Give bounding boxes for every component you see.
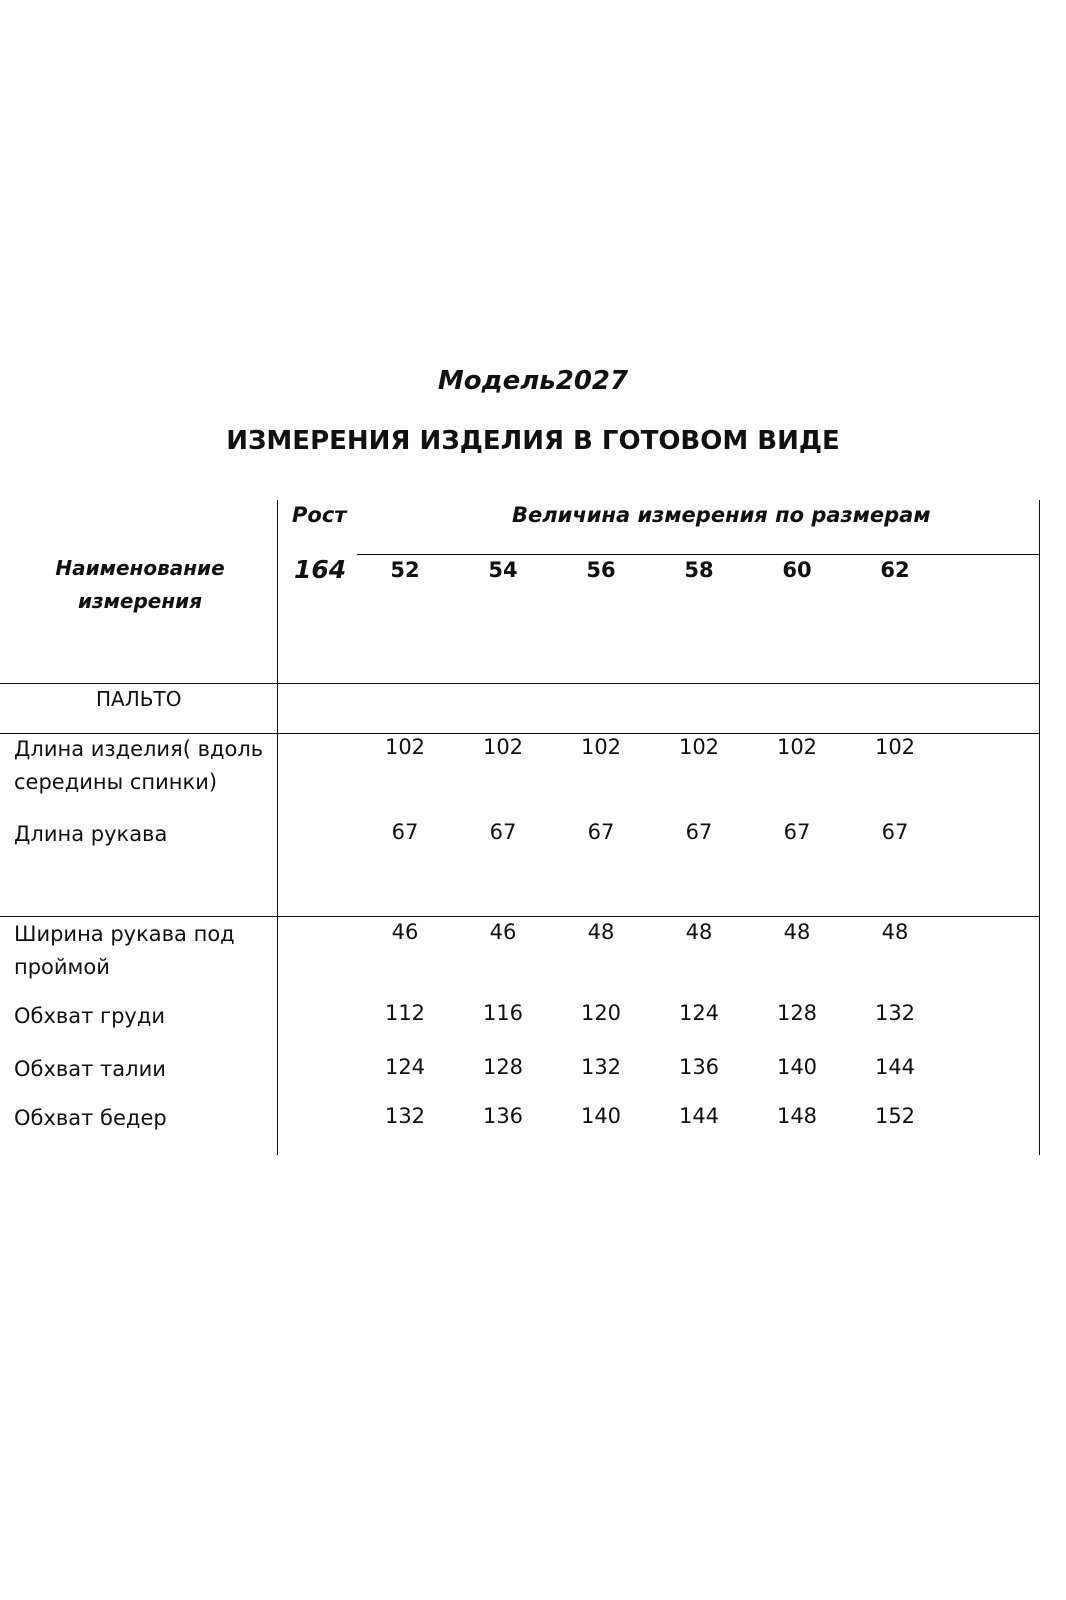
measurement-value: 102 [384, 735, 426, 759]
measurement-value: 140 [776, 1055, 818, 1079]
measurement-value: 48 [587, 920, 615, 944]
measurement-value: 124 [678, 1001, 720, 1025]
measurement-value: 136 [482, 1104, 524, 1128]
measurement-label: Длина изделия( вдоль середины спинки) [14, 737, 264, 794]
size-header-54: 54 [488, 558, 518, 582]
measurement-value: 132 [874, 1001, 916, 1025]
measurement-value: 102 [776, 735, 818, 759]
measurement-value: 48 [881, 920, 909, 944]
measurement-value: 48 [685, 920, 713, 944]
measurement-value: 128 [482, 1055, 524, 1079]
measurement-value: 140 [580, 1104, 622, 1128]
measurement-value: 102 [678, 735, 720, 759]
model-title: Модель2027 [437, 366, 629, 396]
measurement-value: 46 [391, 920, 419, 944]
measurement-value: 144 [678, 1104, 720, 1128]
size-header-52: 52 [390, 558, 420, 582]
section-label: ПАЛЬТО [96, 687, 182, 711]
measurement-value: 132 [384, 1104, 426, 1128]
measurement-value: 116 [482, 1001, 524, 1025]
measurement-label: Длина рукава [14, 822, 168, 846]
measurement-value: 48 [783, 920, 811, 944]
table-subtitle: ИЗМЕРЕНИЯ ИЗДЕЛИЯ В ГОТОВОМ ВИДЕ [226, 426, 840, 456]
measurement-value: 128 [776, 1001, 818, 1025]
size-header-56: 56 [586, 558, 616, 582]
measurement-value: 102 [482, 735, 524, 759]
rost-label: Рост [292, 503, 347, 527]
sizes-caption-underline [357, 554, 1039, 555]
measurement-value: 102 [580, 735, 622, 759]
measurement-value: 67 [587, 820, 615, 844]
measurement-label: Ширина рукава под проймой [14, 922, 235, 979]
size-header-60: 60 [782, 558, 812, 582]
measurement-value: 120 [580, 1001, 622, 1025]
size-header-58: 58 [684, 558, 714, 582]
measurement-value: 144 [874, 1055, 916, 1079]
sizes-caption: Величина измерения по размерам [512, 503, 931, 527]
measurement-value: 148 [776, 1104, 818, 1128]
header-bottom-line [0, 683, 1040, 684]
measurement-label: Обхват бедер [14, 1106, 167, 1130]
measurement-value: 67 [783, 820, 811, 844]
measurement-label: Обхват талии [14, 1057, 166, 1081]
measurement-value: 67 [881, 820, 909, 844]
measurement-value: 67 [489, 820, 517, 844]
measurement-value: 136 [678, 1055, 720, 1079]
measurement-value: 46 [489, 920, 517, 944]
measurement-value: 102 [874, 735, 916, 759]
measurement-name-header: Наименование измерения [55, 556, 225, 613]
table-right-border [1039, 500, 1040, 1155]
measurement-value: 124 [384, 1055, 426, 1079]
measurement-label: Обхват груди [14, 1004, 166, 1028]
measurement-value: 112 [384, 1001, 426, 1025]
measurement-value: 67 [685, 820, 713, 844]
size-header-62: 62 [880, 558, 910, 582]
measurement-value: 67 [391, 820, 419, 844]
measurement-value: 132 [580, 1055, 622, 1079]
rost-value: 164 [294, 555, 347, 584]
group-divider-line [0, 916, 1040, 917]
column-divider-left [277, 500, 278, 1155]
measurement-value: 152 [874, 1104, 916, 1128]
